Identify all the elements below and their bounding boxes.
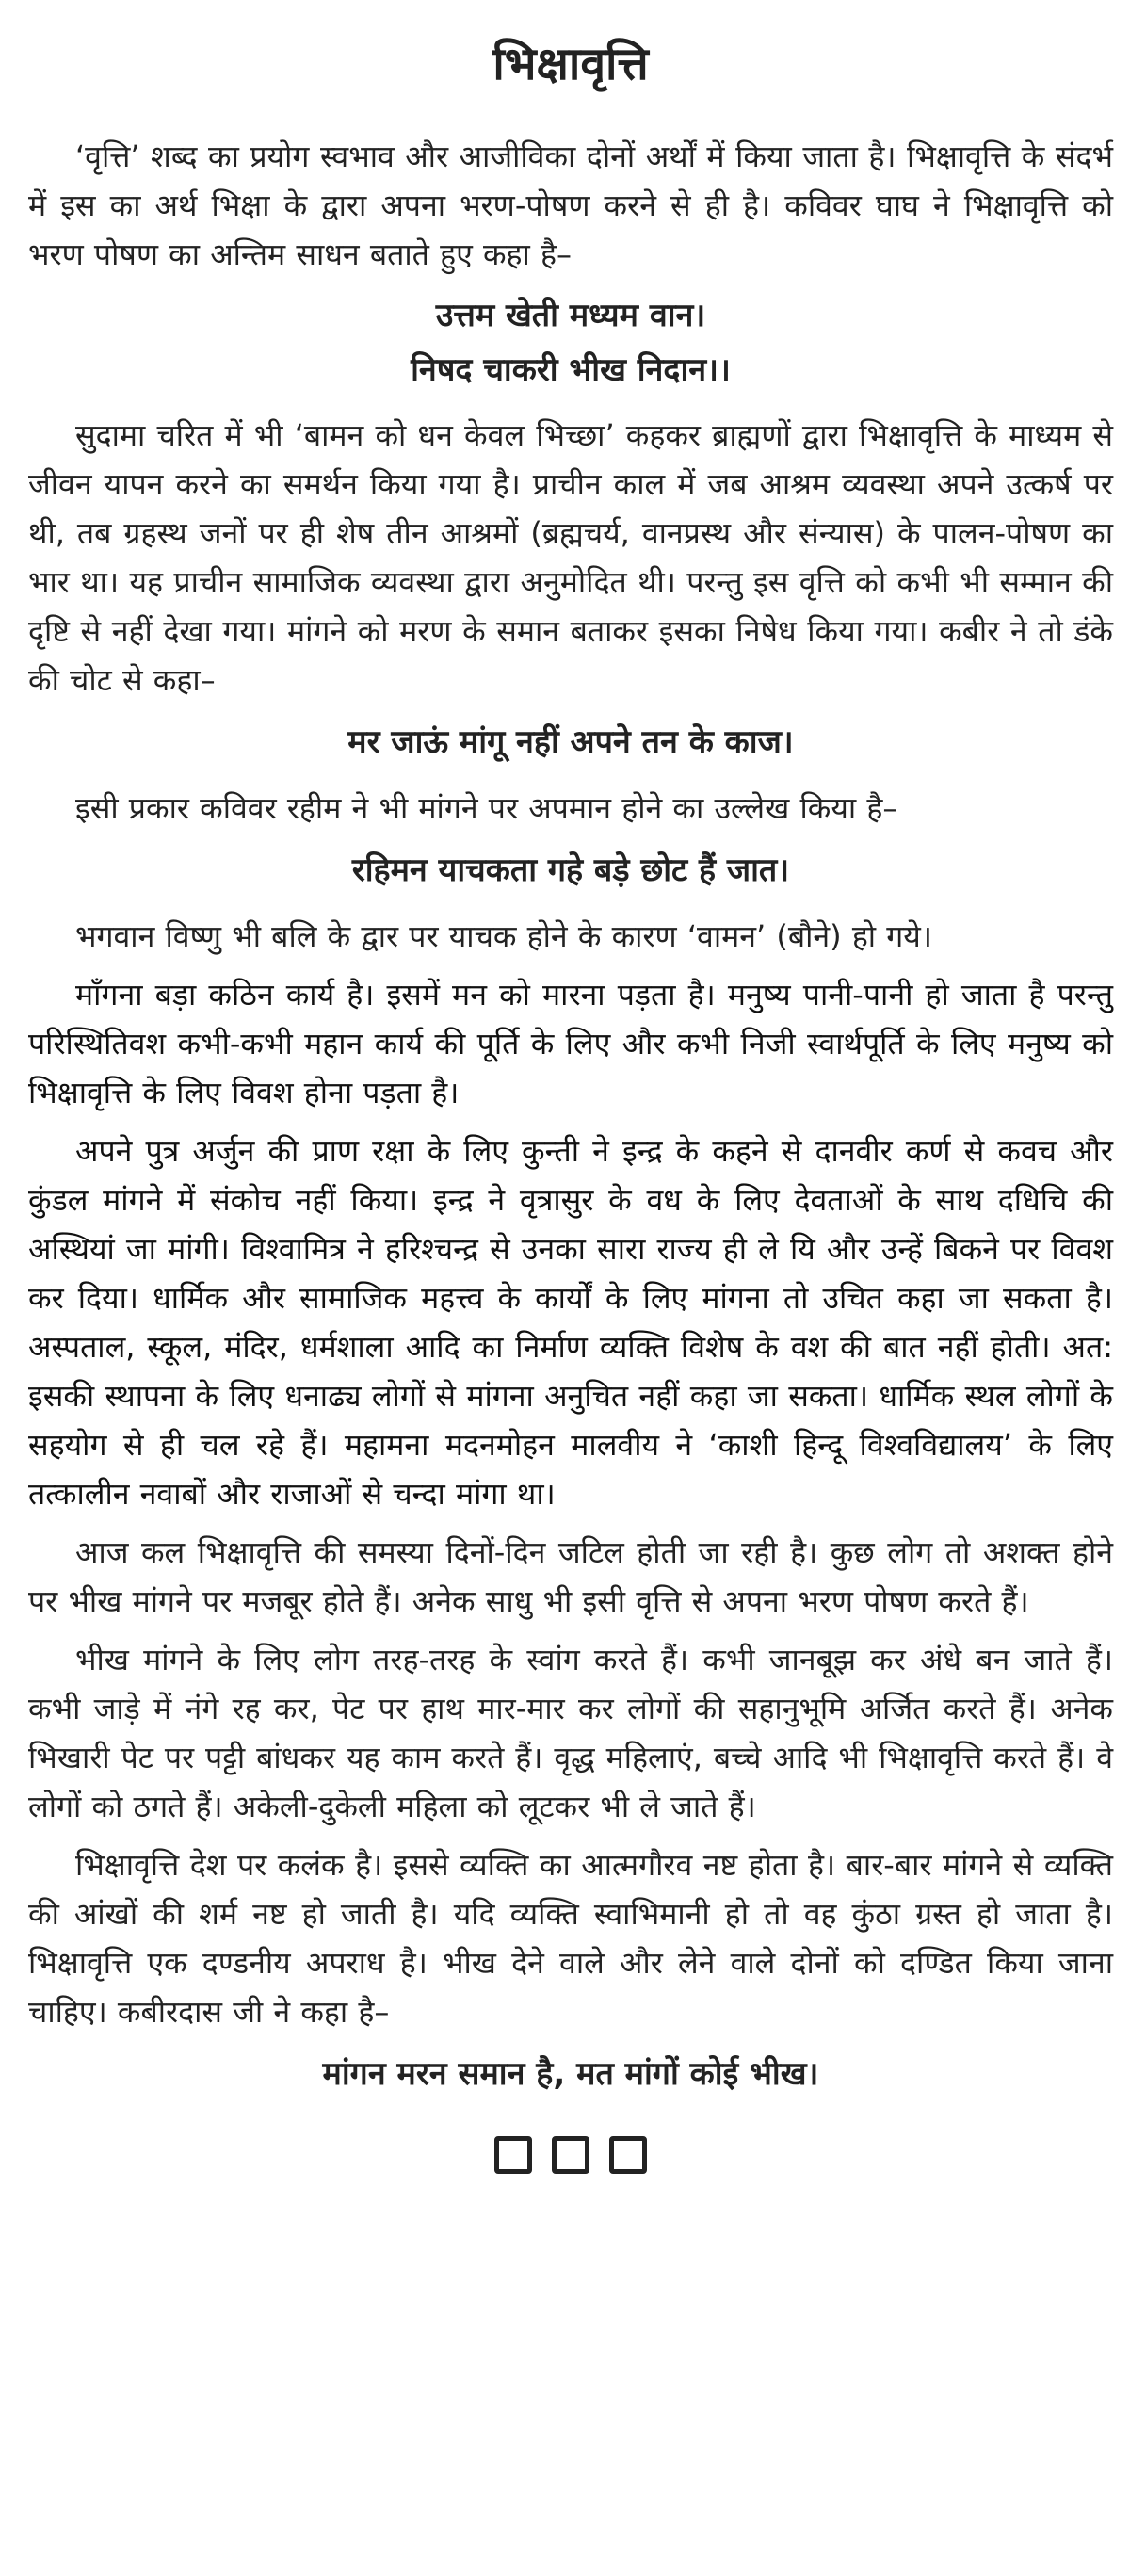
- square-icon: [552, 2136, 589, 2174]
- verse-rahim: रहिमन याचकता गहे बड़े छोट हैं जात।: [351, 851, 790, 889]
- verse-line: निषद चाकरी भीख निदान।।: [411, 350, 731, 389]
- square-icon: [494, 2136, 532, 2174]
- paragraph-rahim: इसी प्रकार कविवर रहीम ने भी मांगने पर अपमान होने का उल्लेख किया है–: [75, 789, 898, 826]
- verse-ghagh: [28, 288, 1113, 397]
- paragraph-vishnu: भगवान विष्णु भी बलि के द्वार पर याचक होने के कारण ‘वामन’ (बौने) हो गये।: [75, 917, 932, 954]
- verse-line: उत्तम खेती मध्यम वान।: [435, 296, 706, 334]
- page-title: भिक्षावृत्ति: [492, 38, 649, 90]
- square-icon: [609, 2136, 647, 2174]
- paragraph-begging-hard: माँगना बड़ा कठिन कार्य है। इसमें मन को मारना पड़ता है। मनुष्य पानी-पानी हो जाता है परन्तु परिस्थितिवश कभी-कभी महान कार्य की पूर्ति के लिए और कभी निजी स्वार्थपूर्ति के लिए मनुष्य को भिक्षावृत्ति के लिए विवश होना पड़ता है।: [28, 976, 1113, 1110]
- end-marks: [28, 2136, 1113, 2178]
- paragraph-problem: आज कल भिक्षावृत्ति की समस्या दिनों-दिन जटिल होती जा रही है। कुछ लोग तो अशक्त होने पर भीख मांगने पर मजबूर होते हैं। अनेक साधु भी इसी वृत्ति से अपना भरण पोषण करते हैं।: [28, 1533, 1113, 1619]
- paragraph-conclusion: भिक्षावृत्ति देश पर कलंक है। इससे व्यक्ति का आत्मगौरव नष्ट होता है। बार-बार मांगने से व्यक्ति की आंखों की शर्म नष्ट हो जाती है। यदि व्यक्ति स्वाभिमानी हो तो वह कुंठा ग्रस्त हो जाता है। भिक्षावृत्ति एक दण्डनीय अपराध है। भीख देने वाले और लेने वाले दोनों को दण्डित किया जाना चाहिए। कबीरदास जी ने कहा है–: [28, 1846, 1113, 2030]
- paragraph-intro: ‘वृत्ति’ शब्द का प्रयोग स्वभाव और आजीविका दोनों अर्थों में किया जाता है। भिक्षावृत्ति के संदर्भ में इस का अर्थ भिक्षा के द्वारा अपना भरण-पोषण करने से ही है। कविवर घाघ ने भिक्षावृत्ति को भरण पोषण का अन्तिम साधन बताते हुए कहा है–: [28, 138, 1113, 272]
- verse-kabir: मर जाऊं मांगू नहीं अपने तन के काज।: [347, 722, 794, 761]
- paragraph-sudama: सुदामा चरित में भी ‘बामन को धन केवल भिच्छा’ कहकर ब्राह्मणों द्वारा भिक्षावृत्ति के माध्यम से जीवन यापन करने का समर्थन किया गया है। प्राचीन काल में जब आश्रम व्यवस्था अपने उत्कर्ष पर थी, तब ग्रहस्थ जनों पर ही शेष तीन आश्रमों (ब्रह्मचर्य, वानप्रस्थ और संन्यास) के पालन-पोषण का भार था। यह प्राचीन सामाजिक व्यवस्था द्वारा अनुमोदित थी। परन्तु इस वृत्ति को कभी भी सम्मान की दृष्टि से नहीं देखा गया। मांगने को मरण के समान बताकर इसका निषेध किया गया। कबीर ने तो डंके की चोट से कहा–: [28, 416, 1113, 698]
- verse-kabirdas: मांगन मरन समान है, मत मांगों कोई भीख।: [322, 2054, 819, 2093]
- paragraph-mythology: अपने पुत्र अर्जुन की प्राण रक्षा के लिए कुन्ती ने इन्द्र के कहने से दानवीर कर्ण से कवच और कुंडल मांगने में संकोच नहीं किया। इन्द्र ने वृत्रासुर के वध के लिए देवताओं के साथ दधिचि की अस्थियां जा मांगी। विश्वामित्र ने हरिश्चन्द्र से उनका सारा राज्य ही ले यि और उन्हें बिकने पर विवश कर दिया। धार्मिक और सामाजिक महत्त्व के कार्यों के लिए मांगना तो उचित कहा जा सकता है। अस्पताल, स्कूल, मंदिर, धर्मशाला आदि का निर्माण व्यक्ति विशेष के वश की बात नहीं होती। अत: इसकी स्थापना के लिए धनाढ्य लोगों से मांगना अनुचित नहीं कहा जा सकता। धार्मिक स्थल लोगों के सहयोग से ही चल रहे हैं। महामना मदनमोहन मालवीय ने ‘काशी हिन्दू विश्वविद्यालय’ के लिए तत्कालीन नवाबों और राजाओं से चन्दा मांगा था।: [28, 1132, 1113, 1512]
- paragraph-disguises: भीख मांगने के लिए लोग तरह-तरह के स्वांग करते हैं। कभी जानबूझ कर अंधे बन जाते हैं। कभी जाड़े में नंगे रह कर, पेट पर हाथ मार-मार कर लोगों की सहानुभूमि अर्जित करते हैं। अनेक भिखारी पेट पर पट्टी बांधकर यह काम करते हैं। वृद्ध महिलाएं, बच्चे आदि भी भिक्षावृत्ति करते हैं। वे लोगों को ठगते हैं। अकेली-दुकेली महिला को लूटकर भी ले जाते हैं।: [28, 1641, 1113, 1824]
